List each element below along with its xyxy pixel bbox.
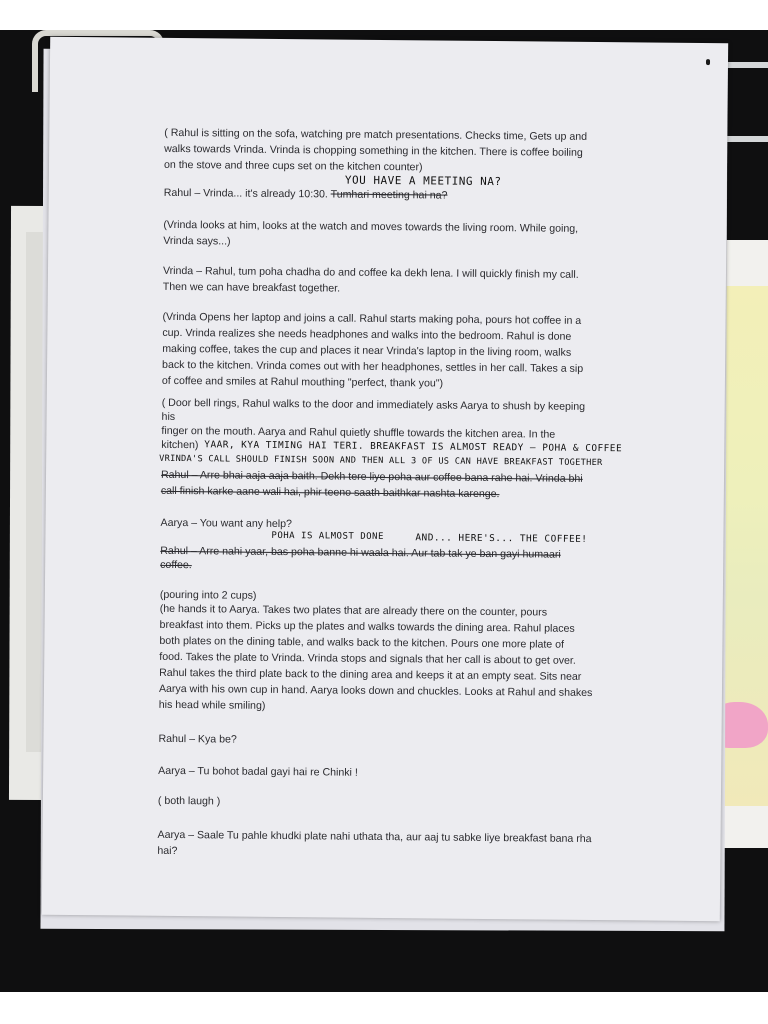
stage-direction-laugh: ( both laugh ) bbox=[157, 794, 221, 808]
stage-direction-line: back to the kitchen. Vrinda comes out with her headphones, settles in her call. Takes a sip bbox=[162, 358, 584, 375]
stage-direction-line: ( Door bell rings, Rahul walks to the door and immediately asks Aarya to shush by keeping bbox=[161, 396, 586, 413]
stage-direction-line: (Vrinda Opens her laptop and joins a call. Rahul starts making poha, pours hot coffee in a bbox=[162, 310, 582, 327]
dialogue-line-struck: coffee. bbox=[160, 558, 192, 572]
dialogue-aarya-help: Aarya – You want any help? bbox=[160, 516, 292, 531]
bottom-border bbox=[0, 992, 768, 1024]
script-page bbox=[42, 37, 728, 921]
handwritten-note-meeting: YOU HAVE A MEETING NA? bbox=[344, 173, 502, 189]
handwritten-note-vrinda-call: VRINDA'S CALL SHOULD FINISH SOON AND THEN ALL 3 OF US CAN HAVE BREAKFAST TOGETHER bbox=[159, 453, 603, 469]
stage-direction-line: Vrinda says...) bbox=[163, 234, 231, 248]
top-border bbox=[0, 0, 768, 30]
stage-direction-line: cup. Vrinda realizes she needs headphones and walks into the bedroom. Rahul is done bbox=[162, 326, 572, 343]
dialogue-text: Rahul – Vrinda... it's already 10:30. bbox=[163, 186, 328, 201]
stage-direction-line: his head while smiling) bbox=[158, 698, 266, 712]
stage-direction-line: food. Takes the plate to Vrinda. Vrinda stops and signals that her call is about to get over. bbox=[159, 650, 576, 667]
stage-direction-line: ( Rahul is sitting on the sofa, watching pre match presentations. Checks time, Gets up and bbox=[164, 126, 588, 143]
stage-direction-line: both plates on the dining table, and walks back to the kitchen. Pours one more plate of bbox=[159, 634, 565, 651]
dialogue-line: Then we can have breakfast together. bbox=[162, 280, 341, 295]
stage-direction-line: making coffee, takes the cup and places it near Vrinda's laptop in the living room, walks bbox=[162, 342, 572, 359]
stage-direction-line: breakfast into them. Picks up the plates and walks towards the dining area. Rahul places bbox=[159, 618, 575, 635]
stage-direction-line: (he hands it to Aarya. Takes two plates that are already there on the counter, pours bbox=[159, 602, 548, 619]
dialogue-rahul-1 bbox=[164, 186, 448, 204]
stage-direction-line: on the stove and three cups set on the kitchen counter) bbox=[163, 158, 423, 174]
dialogue-line: hai? bbox=[157, 844, 178, 858]
ink-dot bbox=[706, 59, 710, 65]
dialogue-line: Vrinda – Rahul, tum poha chadha do and coffee ka dekh lena. I will quickly finish my call. bbox=[162, 264, 579, 281]
dialogue-rahul-kya: Rahul – Kya be? bbox=[158, 732, 237, 746]
stage-direction-line: of coffee and smiles at Rahul mouthing "perfect, thank you") bbox=[161, 374, 444, 390]
stage-direction-line: Rahul takes the third plate back to the dining area and keeps it at an empty seat. Sits near bbox=[159, 666, 582, 683]
handwritten-note-yaar: YAAR, KYA TIMING HAI TERI. BREAKFAST IS ALMOST READY – POHA & COFFEE bbox=[204, 439, 623, 455]
stage-direction-line: his bbox=[161, 410, 176, 423]
struck-text: Tumhari meeting hai na? bbox=[330, 188, 448, 202]
stage-direction-line: Aarya with his own cup in hand. Aarya looks down and chuckles. Looks at Rahul and shakes bbox=[158, 682, 593, 700]
stage-direction-line: walks towards Vrinda. Vrinda is chopping something in the kitchen. There is coffee boiling bbox=[164, 142, 583, 159]
dialogue-line-struck: Rahul – Arre bhai aaja aaja baith. Dekh tere liye poha aur coffee bana rahe hai. Vrinda bhi bbox=[160, 468, 583, 485]
stage-direction-line: finger on the mouth. Aarya and Rahul quietly shuffle towards the kitchen area. In the bbox=[161, 424, 556, 441]
dialogue-line-struck: call finish karke aane wali hai, phir teeno saath baithkar nashta karenge. bbox=[160, 484, 500, 501]
handwritten-note-coffee: AND... HERE'S... THE COFFEE! bbox=[415, 532, 588, 545]
handwritten-note-poha: POHA IS ALMOST DONE bbox=[271, 530, 384, 542]
stage-direction-line: kitchen) bbox=[161, 438, 199, 452]
dialogue-line: Aarya – Saale Tu pahle khudki plate nahi uthata tha, aur aaj tu sabke liye breakfast bana rha bbox=[157, 828, 592, 845]
dialogue-line-struck: Rahul – Arre nahi yaar, bas poha banne hi waala hai. Aur tab tak ye ban gayi humaari bbox=[160, 544, 561, 561]
stage-direction-line: (Vrinda looks at him, looks at the watch and moves towards the living room. While going, bbox=[163, 218, 579, 235]
dialogue-aarya-tu: Aarya – Tu bohot badal gayi hai re Chinki ! bbox=[158, 764, 358, 779]
stage-direction-line: (pouring into 2 cups) bbox=[159, 588, 257, 602]
